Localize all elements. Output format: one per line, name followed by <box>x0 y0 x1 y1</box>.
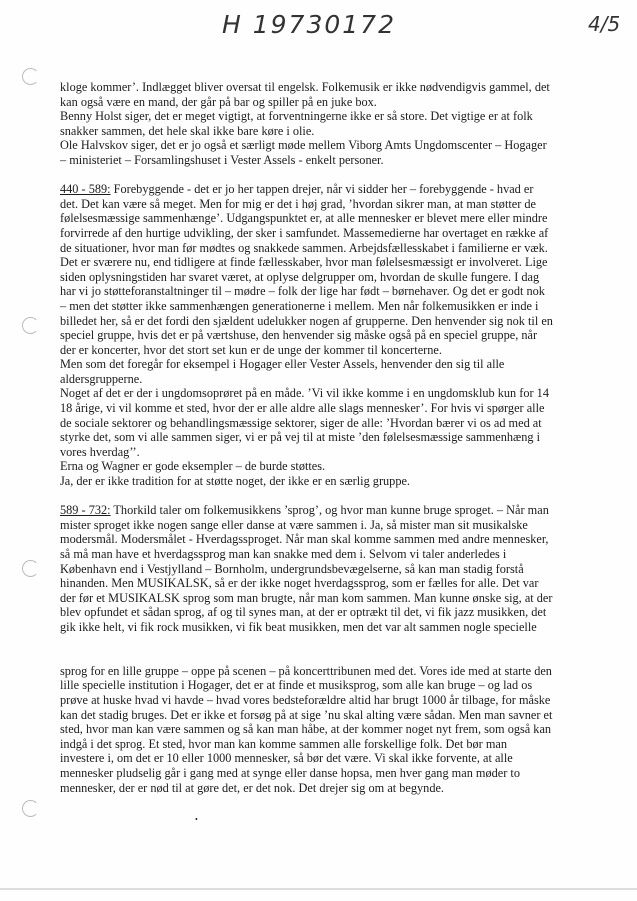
punch-hole-mark <box>22 317 39 334</box>
punch-hole-mark <box>22 800 39 817</box>
text-line <box>60 182 576 197</box>
line-text: snakker sammen, det hele skal ikke bare køre i olie. <box>60 123 315 138</box>
text-line <box>60 518 576 533</box>
line-text: – ministeriet – Forsamlingshuset i Vester Assels - enkelt personer. <box>60 152 384 167</box>
line-text: følelsesmæssige sammenhænge’. Udgangspunktet er, at alle mennesker er blevet mere eller mindre <box>60 211 548 226</box>
line-text: modersmål. Modersmålet - Hverdagssproget. Når man skal komme sammen med andre mennesker, <box>60 532 549 547</box>
text-line <box>60 781 576 796</box>
line-text: lille specielle institution i Hogager, det er at finde et musiksprog, som alle kan bruge – og lad os <box>60 678 533 693</box>
text-line <box>60 678 576 693</box>
text-line <box>60 474 576 489</box>
line-text: vores hverdag’’. <box>60 444 140 459</box>
line-text: København end i Vestjylland – Bornholm, undergrundsbevægelserne, så kan man stadig forstå <box>60 561 524 576</box>
line-text: gik ikke helt, vi fik rock musikken, vi fik beat musikken, men det var alt sammen nogle specielle <box>60 619 537 634</box>
timecode-label: 440 - 589: <box>60 182 111 197</box>
line-text: Erna og Wagner er gode eksempler – de burde støttes. <box>60 459 326 474</box>
text-line <box>60 153 576 168</box>
paragraph-block <box>60 649 576 795</box>
line-text: kan også være en mand, der går på bar og spiller på en juke box. <box>60 94 377 109</box>
text-line <box>60 693 576 708</box>
line-text: de sociale sektorer og behandlingsmæssige sektorer, siger de alle: ’Hvordan bærer vi os ad med at <box>60 415 542 430</box>
text-line <box>60 532 576 547</box>
handwritten-archive-number: H 19730172 <box>222 10 396 39</box>
timecode-label: 589 - 732: <box>60 503 111 518</box>
line-text: de situationer, hvor man før mødtes og snakkede sammen. Arbejdsfællesskabet i familierne er væk. <box>60 240 548 255</box>
text-line <box>60 284 576 299</box>
line-text: mennesker, der er nød til at gøre det, er det nok. Det drejer sig om at begynde. <box>60 780 444 795</box>
text-line <box>60 95 576 110</box>
text-line <box>60 547 576 562</box>
line-text: indgå i det sprog. Et sted, hvor man kan komme sammen alle forskellige folk. Det bør man <box>60 736 508 751</box>
text-line <box>60 430 576 445</box>
footer-mark: • <box>195 815 198 824</box>
text-line <box>60 591 576 606</box>
line-text: Forebyggende - det er jo her tappen drejer, når vi sidder her – forebyggende - hvad er <box>110 182 534 197</box>
text-line <box>60 708 576 723</box>
text-line <box>60 328 576 343</box>
line-text: styrke det, som vi alle sammen siger, vi er på vej til at miste ’den følelsesmæssige sammenhæng i <box>60 430 541 445</box>
line-text: kan det stadig bruges. Det er ikke et forsøg på at sige ’nu skal alting være sådan. Men man savner et <box>60 707 553 722</box>
line-text: blev opfundet et sådan sprog, af og til synes man, at der er optrækt til det, vi fik jazz musikken, det <box>60 605 547 620</box>
line-text: – men det støtter ikke sammenhængen generationerne i mellem. Men når folkemusikken er inde i <box>60 298 539 313</box>
text-line <box>60 255 576 270</box>
line-text: hinanden. Men MUSIKALSK, så er der ikke noget hverdagssprog, som er fælles for alle. Det var <box>60 576 539 591</box>
line-text: Benny Holst siger, det er meget vigtigt, at forventningerne ikke er så store. Det vigtige er at folk <box>60 109 533 124</box>
document-body <box>60 80 576 795</box>
text-line <box>60 562 576 577</box>
line-text: så må man have et hverdagssprog man kan snakke med dem i. Selvom vi taler anderledes i <box>60 547 507 561</box>
line-text: mister sproget ikke nogen sange eller danse at være sammen i. Ja, så mister man sit musikalske <box>60 517 528 532</box>
text-line <box>60 751 576 766</box>
text-line <box>60 314 576 329</box>
line-text: forvirrede af den hurtige udvikling, der sker i samfundet. Massemedierne har overtaget en række af <box>60 225 549 240</box>
line-text: der før et MUSIKALSK sprog som man brugte, når man kom sammen. Man kunne ønske sig, at der <box>60 590 553 605</box>
text-line <box>60 576 576 591</box>
text-line <box>60 109 576 124</box>
line-text: Ja, der er ikke tradition for at støtte noget, der ikke er en særlig gruppe. <box>60 474 411 489</box>
text-line <box>60 372 576 387</box>
text-line <box>60 211 576 226</box>
text-line <box>60 649 576 664</box>
line-text: Det er sværere nu, end tidligere at finde fællesskaber, hvor man følelsesmæssigt er involveret. Lige <box>60 255 548 270</box>
line-text: siden oplysningstiden har svaret været, at oplyse delgrupper om, hvordan de skulle fungere. I dag <box>60 269 540 284</box>
text-line <box>60 241 576 256</box>
text-line <box>60 270 576 285</box>
text-line <box>60 138 576 153</box>
punch-hole-mark <box>22 68 39 85</box>
punch-hole-mark <box>22 560 39 577</box>
text-line <box>60 503 576 518</box>
paragraph-block <box>60 503 576 634</box>
page-edge-divider <box>0 888 637 890</box>
text-line <box>60 386 576 401</box>
text-line <box>60 664 576 679</box>
paragraph-block <box>60 80 576 168</box>
line-text: Men som det foregår for eksempel i Hogager eller Vester Assels, henvender den sig til alle <box>60 357 505 372</box>
text-line <box>60 401 576 416</box>
text-line <box>60 459 576 474</box>
line-text: speciel gruppe, hvis det er på værtshuse, den henvender sig måske også på en speciel gruppe, når <box>60 328 538 343</box>
line-text: aldersgrupperne. <box>60 371 143 386</box>
line-text: investere i, om det er 10 eller 1000 mennesker, så bør det være. Vi skal ikke forvente, at alle <box>60 751 513 766</box>
line-text: Thorkild taler om folkemusikkens ’sprog’, og hvor man kunne bruge sproget. – Når man <box>110 503 549 518</box>
line-text: Noget af det er der i ungdomsoprøret på en måde. ’Vi vil ikke komme i en ungdomsklub kun for 14 <box>60 386 549 401</box>
line-text: Ole Halvskov siger, det er jo også et særligt møde mellem Viborg Amts Ungdomscenter – Hogager <box>60 138 547 153</box>
text-line <box>60 299 576 314</box>
text-line <box>60 766 576 781</box>
text-line <box>60 722 576 737</box>
text-line <box>60 226 576 241</box>
line-text: sprog for en lille gruppe – oppe på scenen – på koncerttribunen med det. Vores ide med at starte den <box>60 663 552 678</box>
text-line <box>60 80 576 95</box>
text-line <box>60 737 576 752</box>
line-text: har vi jo støtteforanstaltninger til – mødre – folk der lige har født – børnehaver. Og det er godt nok <box>60 284 545 299</box>
paragraph-block <box>60 182 576 488</box>
text-line <box>60 620 576 635</box>
text-line <box>60 357 576 372</box>
text-line <box>60 343 576 358</box>
line-text: kloge kommer’. Indlægget bliver oversat til engelsk. Folkemusik er ikke nødvendigvis gammel, det <box>60 80 550 94</box>
text-line <box>60 605 576 620</box>
line-text: der er koncerter, hvor det stort set kun er de unge der kommer til koncerterne. <box>60 342 442 357</box>
line-text: det. Det kan være så meget. Men for mig er det i høj grad, ’hvordan sikrer man, at man støtter de <box>60 196 537 211</box>
text-line <box>60 445 576 460</box>
text-line <box>60 197 576 212</box>
line-text: billedet her, så er det fordi den sjældent udelukker nogen af grupperne. Den henvender sig nok til en <box>60 313 553 328</box>
handwritten-page-fraction: 4/5 <box>588 12 621 36</box>
line-text: mennesker pludselig går i gang med at synge eller danse hopsa, men hver gang man møder to <box>60 765 520 780</box>
text-line <box>60 416 576 431</box>
line-text: prøve at huske hvad vi havde – hvad vores bedsteforældre altid har brugt 1000 år tilbage, for måske <box>60 692 551 707</box>
line-text: sted, hvor man kan være sammen og så kan man håbe, at der kommer noget nyt frem, som også kan <box>60 722 552 737</box>
text-line <box>60 124 576 139</box>
line-text: 18 årige, vi vil komme et sted, hvor der er alle aldre alle slags mennesker’. For hvis vi spørger alle <box>60 401 545 416</box>
